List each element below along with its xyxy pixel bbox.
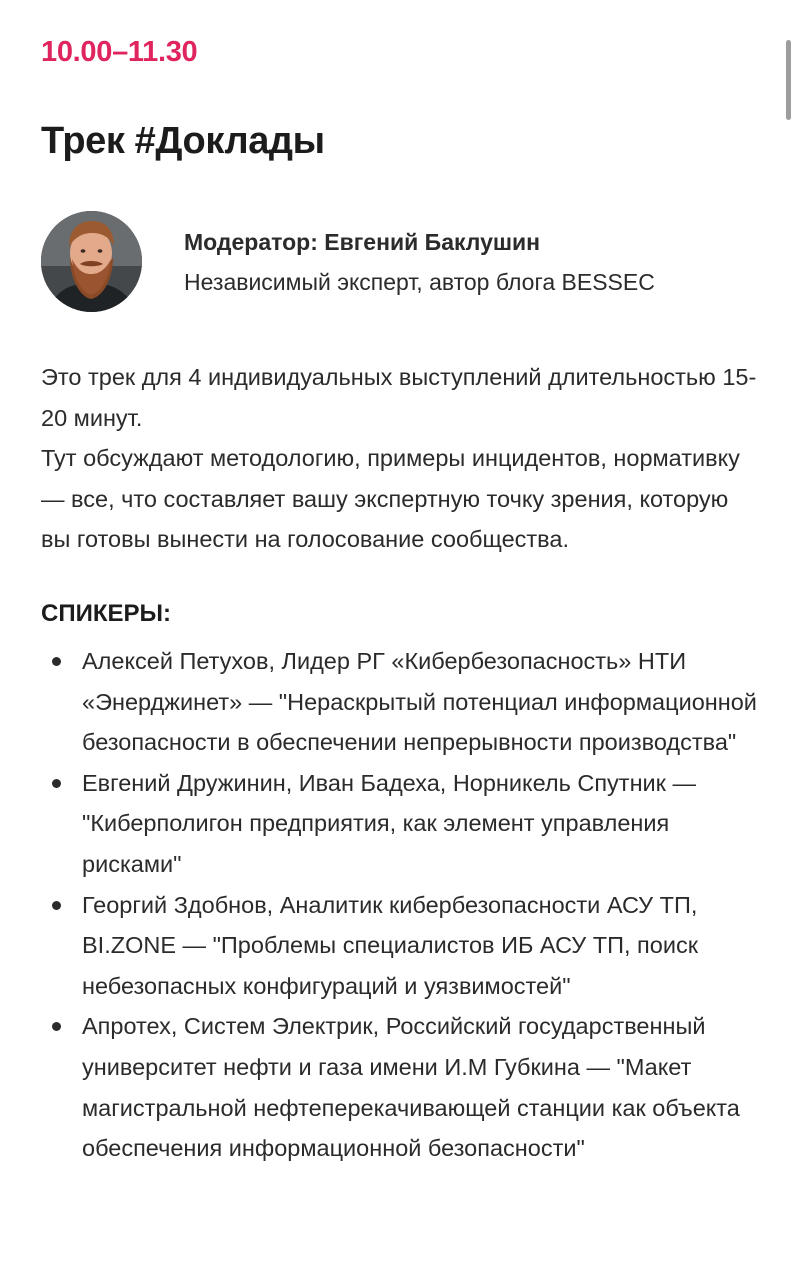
bullet-icon <box>52 901 61 910</box>
bullet-icon <box>52 657 61 666</box>
moderator-avatar <box>41 211 142 312</box>
speaker-item <box>41 1006 761 1168</box>
bullet-icon <box>52 1022 61 1031</box>
track-description <box>41 357 761 560</box>
moderator-name: Модератор: Евгений Баклушин <box>184 229 541 255</box>
bullet-icon <box>52 779 61 788</box>
speaker-text: Георгий Здобнов, Аналитик кибербезопасности АСУ ТП, BI.ZONE — "Проблемы специалистов ИБ АСУ ТП, поиск небезопасных конфигураций и уязвимостей" <box>82 891 698 999</box>
session-time: 10.00–11.30 <box>41 36 198 68</box>
speaker-item <box>41 763 761 885</box>
speakers-heading: СПИКЕРЫ: <box>41 600 171 627</box>
scrollbar-thumb[interactable] <box>786 40 791 120</box>
track-title: Трек #Доклады <box>41 120 325 162</box>
moderator-card <box>41 211 761 313</box>
moderator-photo-icon <box>41 211 142 312</box>
speakers-list <box>41 641 761 1169</box>
speaker-item <box>41 885 761 1007</box>
speaker-text: Апротех, Систем Электрик, Российский государственный университет нефти и газа имени И.М Губкина — "Макет магистральной нефтеперекачивающей станции как объекта обеспечения информационной безопасности" <box>82 1013 740 1162</box>
description-paragraph: Тут обсуждают методологию, примеры инцидентов, нормативку — все, что составляет вашу экспертную точку зрения, которую вы готовы вынести на голосование сообщества. <box>41 445 740 553</box>
speaker-text: Алексей Петухов, Лидер РГ «Кибербезопасность» НТИ «Энерджинет» — "Нераскрытый потенциал информационной безопасности в обеспечении непрерывности производства" <box>82 648 757 756</box>
speaker-text: Евгений Дружинин, Иван Бадеха, Норникель Спутник — "Киберполигон предприятия, как элемент управления рисками" <box>82 769 696 877</box>
moderator-role: Независимый эксперт, автор блога BESSEC <box>184 269 655 295</box>
description-paragraph: Это трек для 4 индивидуальных выступлений длительностью 15-20 минут. <box>41 364 757 431</box>
speaker-item <box>41 641 761 763</box>
